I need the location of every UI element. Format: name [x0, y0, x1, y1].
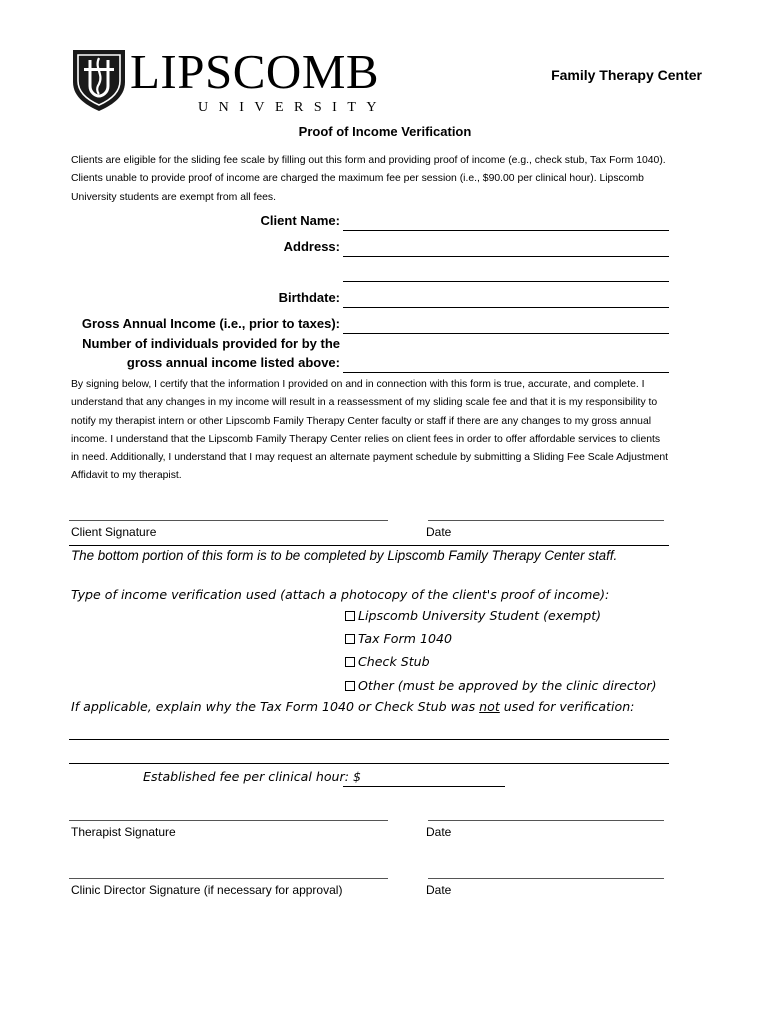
checkbox-student[interactable] — [345, 611, 355, 621]
checkbox-tax-form[interactable] — [345, 634, 355, 644]
individuals-field[interactable] — [343, 372, 669, 373]
individuals-label-line2: gross annual income listed above: — [126, 355, 340, 370]
explain-prompt-end: used for verification: — [499, 699, 635, 714]
option-other[interactable] — [345, 678, 657, 693]
logo-wordmark: LIPSCOMB — [130, 44, 380, 99]
client-name-field[interactable] — [343, 230, 669, 231]
therapist-signature-label: Therapist Signature — [71, 825, 176, 839]
birthdate-field[interactable] — [343, 307, 669, 308]
verification-prompt: Type of income verification used (attach a photocopy of the client's proof of income): — [71, 587, 610, 602]
gross-income-field[interactable] — [343, 333, 669, 334]
client-name-label: Client Name: — [260, 213, 340, 228]
option-student-label: Lipscomb University Student (exempt) — [358, 608, 602, 623]
director-date-line[interactable] — [428, 878, 664, 879]
option-tax-form[interactable] — [345, 631, 452, 646]
fee-label: Established fee per clinical hour: $ — [143, 769, 361, 784]
birthdate-label: Birthdate: — [278, 290, 340, 305]
option-check-stub[interactable] — [345, 654, 430, 669]
gross-income-label: Gross Annual Income (i.e., prior to taxes): — [81, 316, 340, 331]
explanation-line-2[interactable] — [69, 763, 669, 764]
certification-paragraph: By signing below, I certify that the information I provided on and in connection with this form is true, accurate, and complete. I understand that any changes in my income will result in a reassessment of my sliding scale fee and that it is my responsibility to notify my therapist intern or other Lipscomb Family Therapy Center faculty or staff if there are any changes to my gross annual income. I understand that the Lipscomb Family Therapy Center relies on client fees in order to offer affordable services to clients in need. Additionally, I understand that I may request an alternate payment schedule by submitting a Sliding Fee Scale Adjustment Affidavit to my therapist. — [71, 379, 669, 482]
option-check-stub-label: Check Stub — [358, 654, 430, 669]
option-other-label: Other (must be approved by the clinic director) — [358, 678, 657, 693]
option-student[interactable] — [345, 608, 601, 623]
director-signature-line[interactable] — [69, 878, 388, 879]
checkbox-check-stub[interactable] — [345, 657, 355, 667]
client-date-label: Date — [426, 525, 452, 539]
client-date-line[interactable] — [428, 520, 664, 521]
checkbox-other[interactable] — [345, 681, 355, 691]
director-date-label: Date — [426, 883, 452, 897]
explanation-line-1[interactable] — [69, 739, 669, 740]
therapist-date-line[interactable] — [428, 820, 664, 821]
address-field-line2[interactable] — [343, 281, 669, 282]
option-tax-form-label: Tax Form 1040 — [358, 631, 452, 646]
explain-prompt-emphasis: not — [479, 699, 500, 714]
fee-field[interactable] — [343, 786, 505, 787]
center-name: Family Therapy Center — [551, 67, 702, 83]
therapist-signature-line[interactable] — [69, 820, 388, 821]
staff-note: The bottom portion of this form is to be completed by Lipscomb Family Therapy Center staff. — [71, 548, 618, 563]
address-field-line1[interactable] — [343, 256, 669, 257]
therapist-date-label: Date — [426, 825, 452, 839]
director-signature-label: Clinic Director Signature (if necessary for approval) — [71, 883, 343, 897]
client-signature-line[interactable] — [69, 520, 388, 521]
shield-icon — [70, 46, 128, 112]
university-logo — [70, 46, 410, 120]
section-divider — [69, 545, 669, 546]
client-signature-label: Client Signature — [71, 525, 157, 539]
address-label: Address: — [283, 239, 340, 254]
explain-prompt — [71, 699, 634, 714]
explain-prompt-start: If applicable, explain why the Tax Form 1040 or Check Stub was — [71, 699, 480, 714]
logo-subtitle: UNIVERSITY — [198, 100, 387, 115]
intro-paragraph: Clients are eligible for the sliding fee scale by filling out this form and providing proof of income (e.g., check stub, Tax Form 1040). Clients unable to provide proof of income are charged the maximum fee per session (i.e., $90.00 per clinical hour). Lipscomb University students are exempt from all fees. — [71, 155, 666, 203]
individuals-label-line1: Number of individuals provided for by the — [82, 336, 340, 351]
form-title: Proof of Income Verification — [298, 124, 472, 139]
